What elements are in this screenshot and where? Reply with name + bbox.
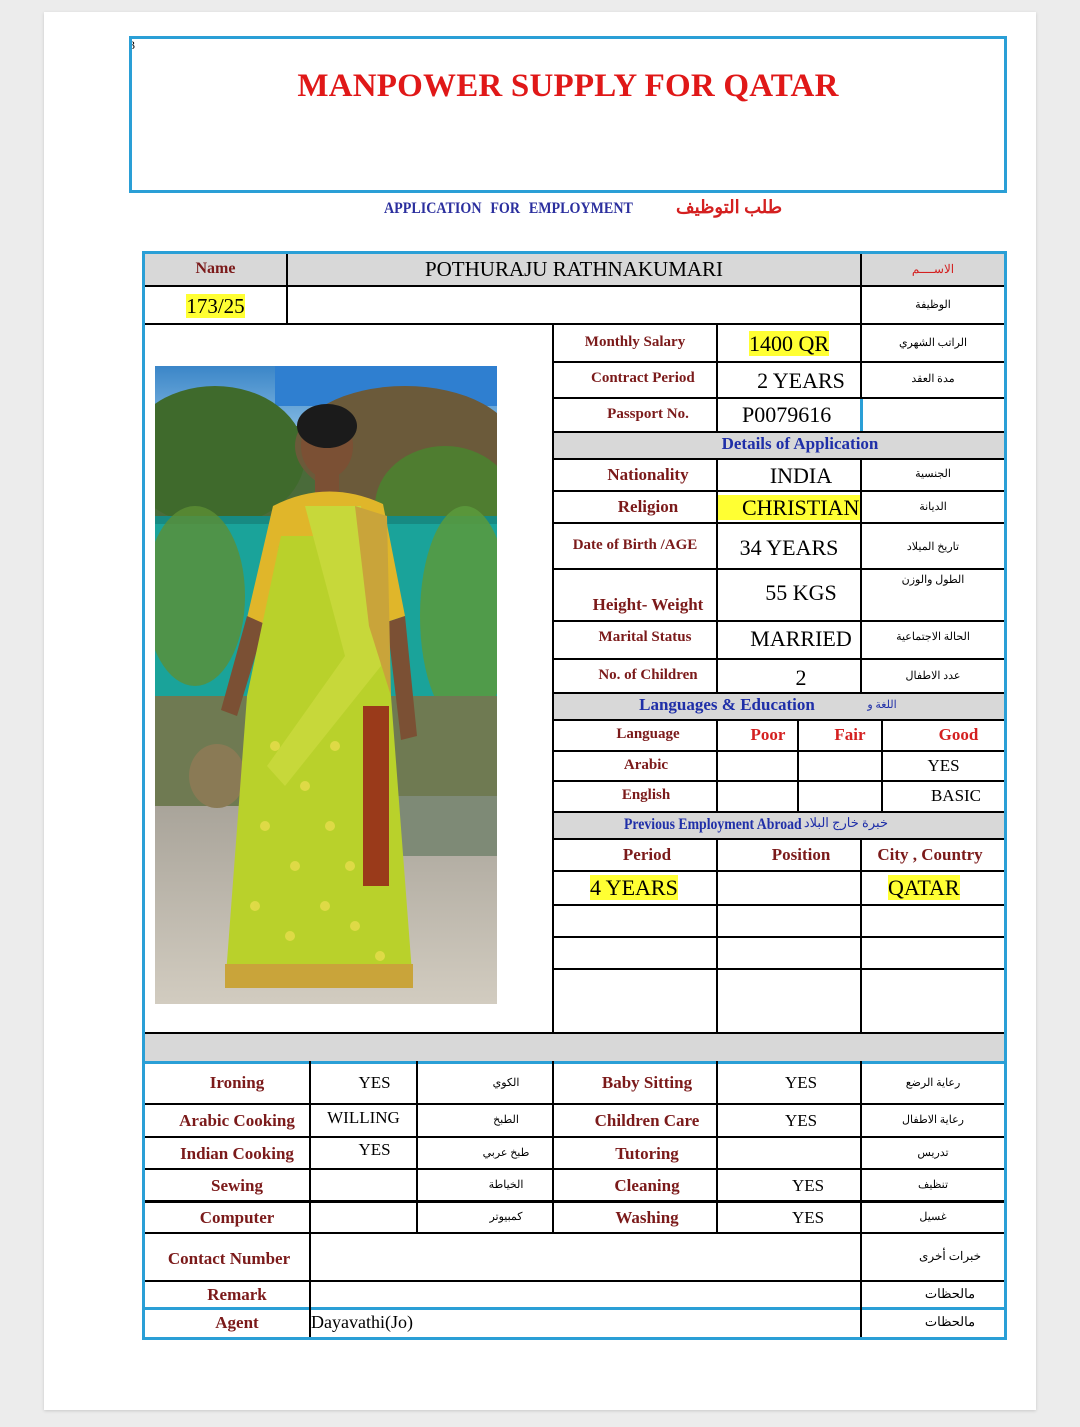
skill-cleaning-arabic: تنظيف bbox=[917, 1179, 949, 1191]
skill-tutoring-arabic: تدريس bbox=[917, 1147, 949, 1159]
employment-period-value: 4 YEARS bbox=[590, 875, 678, 900]
skill-children-care-arabic: رعاية الاطفال bbox=[902, 1114, 964, 1126]
skill-baby-sitting-arabic: رعاية الرضع bbox=[905, 1077, 961, 1089]
employment-city-value: QATAR bbox=[888, 875, 960, 900]
language-english-label: English bbox=[621, 787, 671, 803]
height-weight-value: 55 KGS bbox=[765, 580, 837, 605]
contract-period-arabic: مدة العقد bbox=[911, 373, 955, 385]
fair-column-header: Fair bbox=[834, 725, 866, 744]
skill-children-care-value: YES bbox=[784, 1111, 818, 1130]
poor-column-header: Poor bbox=[750, 725, 786, 744]
skill-indian-cooking-arabic: طبخ عربي bbox=[482, 1147, 530, 1159]
position-column-header: Position bbox=[771, 845, 831, 864]
agent-arabic: مالحظات bbox=[924, 1314, 976, 1329]
skill-washing-label: Washing bbox=[615, 1208, 679, 1227]
name-label: Name bbox=[195, 260, 236, 277]
employment-heading-arabic: خبرة خارج البلاد bbox=[803, 815, 888, 830]
passport-value: P0079616 bbox=[742, 402, 832, 427]
employment-heading: Previous Employment Abroad bbox=[624, 816, 802, 833]
skill-indian-cooking-value: YES bbox=[358, 1140, 391, 1159]
skill-indian-cooking-label: Indian Cooking bbox=[180, 1144, 294, 1163]
skill-arabic-cooking-label: Arabic Cooking bbox=[179, 1111, 295, 1130]
skill-baby-sitting-label: Baby Sitting bbox=[601, 1073, 693, 1092]
dob-age-arabic: تاريخ الميلاد bbox=[906, 541, 960, 553]
skill-computer-arabic: كمبيوتر bbox=[489, 1211, 523, 1223]
remark-arabic: مالحظات bbox=[924, 1286, 976, 1301]
arabic-good-value: YES bbox=[927, 756, 960, 775]
language-arabic-label: Arabic bbox=[623, 757, 669, 773]
skill-computer-label: Computer bbox=[199, 1208, 275, 1227]
reference-label-arabic: الوظيفة bbox=[915, 299, 951, 311]
religion-value: CHRISTIAN bbox=[718, 495, 860, 521]
subtitle-arabic: طلب التوظيف bbox=[676, 197, 783, 217]
religion-arabic: الديانة bbox=[919, 501, 947, 513]
salary-value: 1400 QR bbox=[748, 331, 830, 356]
skill-sewing-label: Sewing bbox=[211, 1176, 263, 1195]
salary-label: Monthly Salary bbox=[584, 334, 686, 350]
height-weight-arabic: الطول والوزن bbox=[901, 574, 965, 586]
skill-arabic-cooking-value: WILLING bbox=[327, 1108, 400, 1127]
skill-cleaning-value: YES bbox=[791, 1176, 825, 1195]
good-column-header: Good bbox=[938, 725, 979, 744]
languages-heading: Languages & Education bbox=[639, 695, 815, 714]
name-label-arabic: الاســــم bbox=[911, 262, 955, 276]
period-column-header: Period bbox=[622, 845, 672, 864]
agent-label: Agent bbox=[215, 1313, 259, 1332]
title-box bbox=[129, 36, 1007, 193]
marital-status-label: Marital Status bbox=[598, 629, 692, 645]
contact-number-arabic: خبرات أخرى bbox=[918, 1249, 982, 1263]
languages-heading-arabic: اللغة و bbox=[867, 699, 897, 711]
application-heading: Details of Application bbox=[721, 434, 879, 453]
religion-label: Religion bbox=[617, 497, 679, 516]
applicant-photo bbox=[155, 366, 497, 1004]
skill-ironing-arabic: الكوي bbox=[492, 1077, 520, 1089]
language-column-header: Language bbox=[616, 726, 680, 742]
passport-label: Passport No. bbox=[607, 406, 689, 422]
skill-baby-sitting-value: YES bbox=[784, 1073, 818, 1092]
salary-label-arabic: الراتب الشهري bbox=[898, 337, 968, 349]
reference-number: 173/25 bbox=[186, 294, 245, 318]
children-label: No. of Children bbox=[598, 667, 698, 683]
page-number: 3 bbox=[129, 38, 135, 52]
skill-ironing-value: YES bbox=[358, 1073, 391, 1092]
agent-value: Dayavathi(Jo) bbox=[311, 1312, 413, 1332]
skill-children-care-label: Children Care bbox=[594, 1111, 700, 1130]
city-country-column-header: City , Country bbox=[877, 845, 983, 864]
dob-age-value: 34 YEARS bbox=[739, 535, 839, 560]
skill-sewing-arabic: الخياطة bbox=[488, 1179, 524, 1191]
contract-period-value: 2 YEARS bbox=[757, 368, 845, 393]
skill-tutoring-label: Tutoring bbox=[615, 1144, 679, 1163]
contact-number-label: Contact Number bbox=[167, 1249, 291, 1268]
skill-cleaning-label: Cleaning bbox=[614, 1176, 680, 1195]
nationality-value: INDIA bbox=[769, 463, 833, 488]
children-arabic: عدد الاطفال bbox=[905, 670, 961, 682]
skill-arabic-cooking-arabic: الطبخ bbox=[493, 1114, 519, 1126]
marital-status-arabic: الحالة الاجتماعية bbox=[896, 631, 970, 643]
remark-label: Remark bbox=[207, 1285, 267, 1304]
english-good-value: BASIC bbox=[930, 786, 982, 805]
name-value: POTHURAJU RATHNAKUMARI bbox=[424, 257, 724, 281]
children-value: 2 bbox=[795, 665, 807, 690]
skill-washing-arabic: غسيل bbox=[919, 1211, 947, 1223]
subtitle: APPLICATION FOR EMPLOYMENT bbox=[384, 200, 633, 217]
contract-period-label: Contract Period bbox=[591, 370, 695, 386]
nationality-label: Nationality bbox=[607, 465, 689, 484]
document-title: MANPOWER SUPPLY FOR QATAR bbox=[297, 68, 839, 104]
skill-ironing-label: Ironing bbox=[209, 1073, 265, 1092]
skills-heading-band bbox=[145, 1034, 1004, 1061]
marital-status-value: MARRIED bbox=[750, 626, 852, 651]
nationality-arabic: الجنسية bbox=[915, 468, 951, 480]
height-weight-label: Height- Weight bbox=[592, 595, 704, 614]
skill-washing-value: YES bbox=[791, 1208, 825, 1227]
dob-age-label: Date of Birth /AGE bbox=[572, 537, 698, 553]
